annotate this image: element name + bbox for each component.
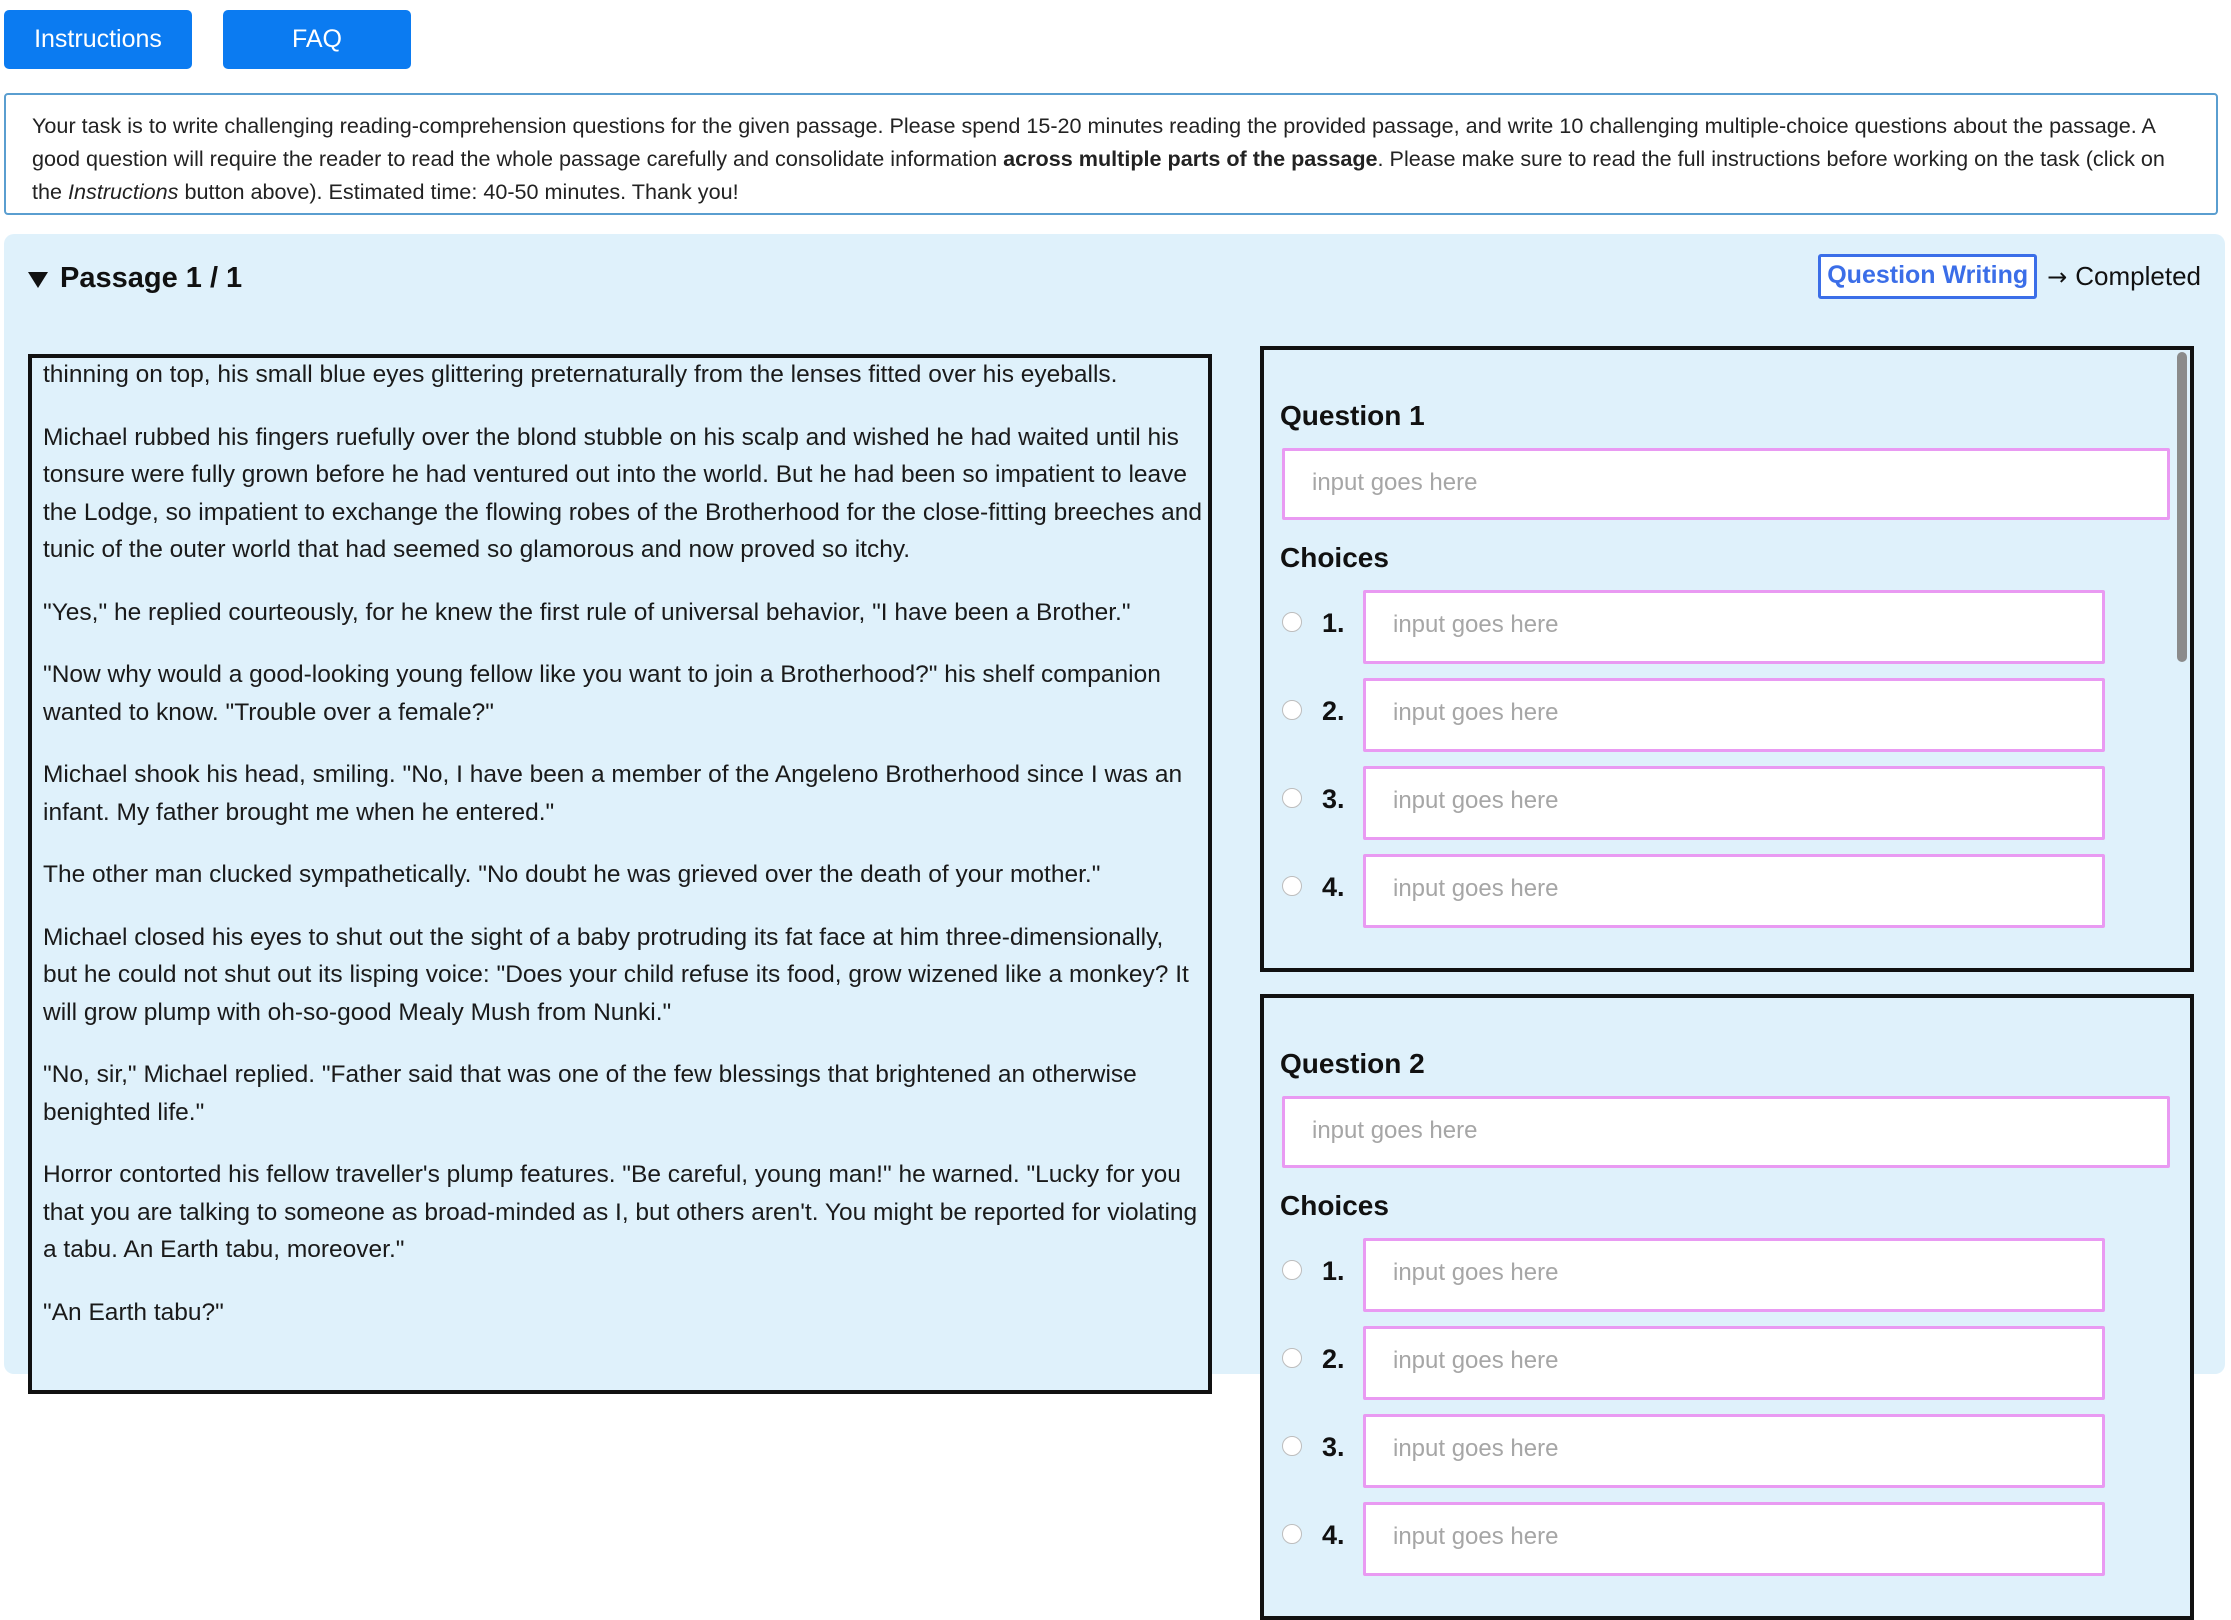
choice-input[interactable] [1363,1414,2105,1488]
question-title: Question 1 [1280,400,1425,431]
choice-input[interactable] [1363,678,2105,752]
choice-row [1280,1502,2140,1576]
choice-row [1280,1238,2140,1312]
question-input[interactable] [1282,448,2170,520]
choice-number: 2. [1322,696,1345,726]
choice-radio[interactable] [1282,700,1302,720]
choice-number: 3. [1322,1432,1345,1462]
choice-row [1280,854,2140,928]
toolbar [4,10,411,69]
questions-scroll-pane[interactable] [1260,346,2194,1550]
passage-panel [4,234,2225,1550]
choice-radio[interactable] [1282,1348,1302,1368]
choice-row [1280,1326,2140,1400]
choice-number: 1. [1322,608,1345,638]
passage-title: Passage 1 / 1 [60,262,243,294]
choice-input[interactable] [1363,1502,2105,1576]
passage-paragraph: The other man clucked sympathetically. "No doubt he was grieved over the death of your mother." [43,861,1101,888]
question-title: Question 2 [1280,1048,1425,1079]
progress-status [1818,254,2201,299]
passage-paragraph: "No, sir," Michael replied. "Father said that was one of the few blessings that brightened an otherwise benighted life." [43,1061,1137,1126]
choice-row [1280,766,2140,840]
passage-paragraph: Michael shook his head, smiling. "No, I have been a member of the Angeleno Brotherhood since I was an infant. My father brought me when he entered." [43,761,1183,826]
choice-radio[interactable] [1282,788,1302,808]
choice-radio[interactable] [1282,1436,1302,1456]
intro-text-part3: button above). Estimated time: 40-50 minutes. Thank you! [178,179,739,204]
choice-row [1280,1414,2140,1488]
intro-text-part2: . Please make sure to read the full instructions before working on the task (click on the [32,146,2165,204]
passage-text-box[interactable] [28,354,1212,1394]
faq-button[interactable]: FAQ [223,10,411,69]
passage-paragraph: "Yes," he replied courteously, for he knew the first rule of universal behavior, "I have been a Brother." [43,598,1131,626]
intro-text-italic: Instructions [68,179,179,204]
choice-number: 1. [1322,1256,1345,1286]
choice-row [1280,590,2140,664]
passage-paragraph: Michael closed his eyes to shut out the sight of a baby protruding its fat face at him three-dimensionally, but he could not shut out its lisping voice: "Does your child refuse its food, grow wizened like a monkey? It will grow plump with oh-so-good Mealy Mush from Nunki." [43,923,1189,1026]
intro-text-bold: across multiple parts of the passage [1003,146,1378,171]
questions-scrollbar[interactable] [2177,352,2187,662]
choice-number: 2. [1322,1344,1345,1374]
choice-number: 3. [1322,784,1345,814]
passage-paragraph: "Now why would a good-looking young fellow like you want to join a Brotherhood?" his shelf companion wanted to know. "Trouble over a female?" [43,661,1161,726]
choice-input[interactable] [1363,766,2105,840]
instructions-button[interactable]: Instructions [4,10,192,69]
choice-input[interactable] [1363,854,2105,928]
collapse-triangle-icon [28,272,48,288]
passage-content [43,356,1203,1356]
choice-radio[interactable] [1282,876,1302,896]
status-completed: Completed [2075,261,2201,291]
choice-row [1280,678,2140,752]
question-card-2 [1260,994,2194,1620]
status-question-writing: Question Writing [1818,254,2037,299]
passage-paragraph: Horror contorted his fellow traveller's plump features. "Be careful, young man!" he warned. "Lucky for you that you are talking to someone as broad-minded as I, but others aren't. You might be reported for violating a tabu. An Earth tabu, moreover." [43,1161,1198,1263]
choice-radio[interactable] [1282,1260,1302,1280]
choice-input[interactable] [1363,1238,2105,1312]
choice-number: 4. [1322,1520,1345,1550]
passage-paragraph: thinning on top, his small blue eyes glittering preternaturally from the lenses fitted over his eyeballs. [43,361,1118,388]
passage-toggle[interactable] [28,262,242,295]
choice-input[interactable] [1363,590,2105,664]
question-card-1 [1260,346,2194,972]
choices-label: Choices [1280,1190,1389,1221]
choice-input[interactable] [1363,1326,2105,1400]
choice-radio[interactable] [1282,612,1302,632]
arrow-right-icon: → [2047,262,2068,291]
choice-radio[interactable] [1282,1524,1302,1544]
question-input[interactable] [1282,1096,2170,1168]
intro-text-part1: Your task is to write challenging reading-comprehension questions for the given passage. Please spend 15-20 minutes reading the provided passage, and write 10 challenging multiple-choice questions about the passage. A good question will require the reader to read the whole passage carefully and consolidate information [32,113,2155,171]
passage-paragraph: Michael rubbed his fingers ruefully over the blond stubble on his scalp and wished he had waited until his tonsure were fully grown before he had ventured out into the world. But he had been so impatient to leave the Lodge, so impatient to exchange the flowing robes of the Brotherhood for the close-fitting breeches and tunic of the outer world that had seemed so glamorous and now proved so itchy. [43,423,1203,563]
choice-number: 4. [1322,872,1345,902]
choices-label: Choices [1280,542,1389,573]
task-instructions-box [4,93,2218,215]
passage-paragraph: "An Earth tabu?" [43,1298,224,1326]
